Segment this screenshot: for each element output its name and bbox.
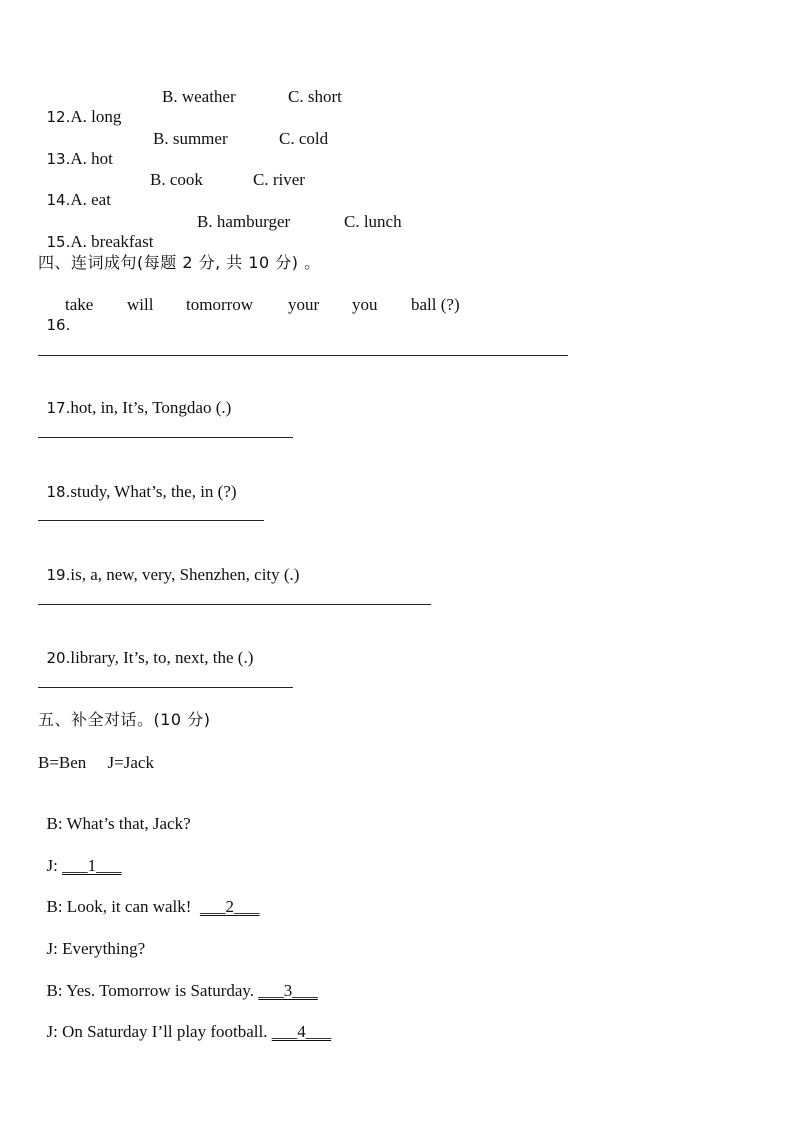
dialogue-line [38,877,259,917]
scrambled-word: take [65,295,94,314]
dialogue-text: B: What’s that, Jack? [46,814,191,833]
option-a: A. long [70,107,122,126]
dialogue-line [38,919,145,959]
section-4-heading: 四、连词成句(每题 2 分, 共 10 分) 。 [38,253,321,272]
dialogue-text: B: Look, it can walk! [46,897,200,916]
speaker-key: B=Ben J=Jack [38,753,154,772]
question-number: 18. [46,483,71,501]
dialogue-line [38,836,122,876]
option-a: A. breakfast [70,232,154,251]
question-number: 19. [46,566,71,584]
question-number: 12. [46,108,71,126]
question-18 [38,462,237,502]
scrambled-words: hot, in, It’s, Tongdao (.) [70,398,232,417]
scrambled-word: you [352,295,378,314]
answer-line[interactable] [38,437,293,438]
dialogue-line [38,794,191,834]
option-b: B. weather [162,87,236,106]
scrambled-words: library, It’s, to, next, the (.) [70,648,254,667]
question-number: 15. [46,233,71,251]
option-c: C. river [253,170,305,189]
option-a: A. hot [70,149,113,168]
dialogue-line [38,1002,331,1042]
question-number: 13. [46,150,71,168]
question-20 [38,628,253,668]
question-16 [38,295,578,455]
dialogue-line [38,961,318,1001]
option-b: B. cook [150,170,203,189]
answer-line[interactable] [38,687,293,688]
scrambled-word: will [127,295,154,314]
answer-line[interactable] [38,604,431,605]
option-c: C. cold [279,129,329,148]
dialogue-blank[interactable]: ___3___ [258,981,318,1000]
dialogue-blank[interactable]: ___1___ [62,856,122,875]
scrambled-word: tomorrow [186,295,254,314]
dialogue-text: J: On Saturday I’ll play football. [46,1022,272,1041]
dialogue-text: J: Everything? [46,939,146,958]
scrambled-word: your [288,295,320,314]
dialogue-text: J: [46,856,63,875]
answer-line[interactable] [38,520,264,521]
question-number: 16. [46,316,71,334]
option-b: B. summer [153,129,228,148]
question-17 [38,378,231,418]
dialogue-blank[interactable]: ___2___ [199,897,260,916]
option-c: C. lunch [344,212,402,231]
dialogue-blank[interactable]: ___4___ [271,1022,332,1041]
question-19 [38,545,299,585]
question-number: 20. [46,649,71,667]
option-a: A. eat [70,190,111,209]
option-c: C. short [288,87,342,106]
scrambled-words: is, a, new, very, Shenzhen, city (.) [70,565,300,584]
question-number: 14. [46,191,71,209]
answer-line[interactable] [38,355,568,356]
dialogue-text: B: Yes. Tomorrow is Saturday. [46,981,259,1000]
question-number: 17. [46,399,71,417]
option-b: B. hamburger [197,212,291,231]
section-5-heading: 五、补全对话。(10 分) [38,710,211,729]
scrambled-words: study, What’s, the, in (?) [70,482,237,501]
scrambled-word: ball (?) [411,295,460,314]
